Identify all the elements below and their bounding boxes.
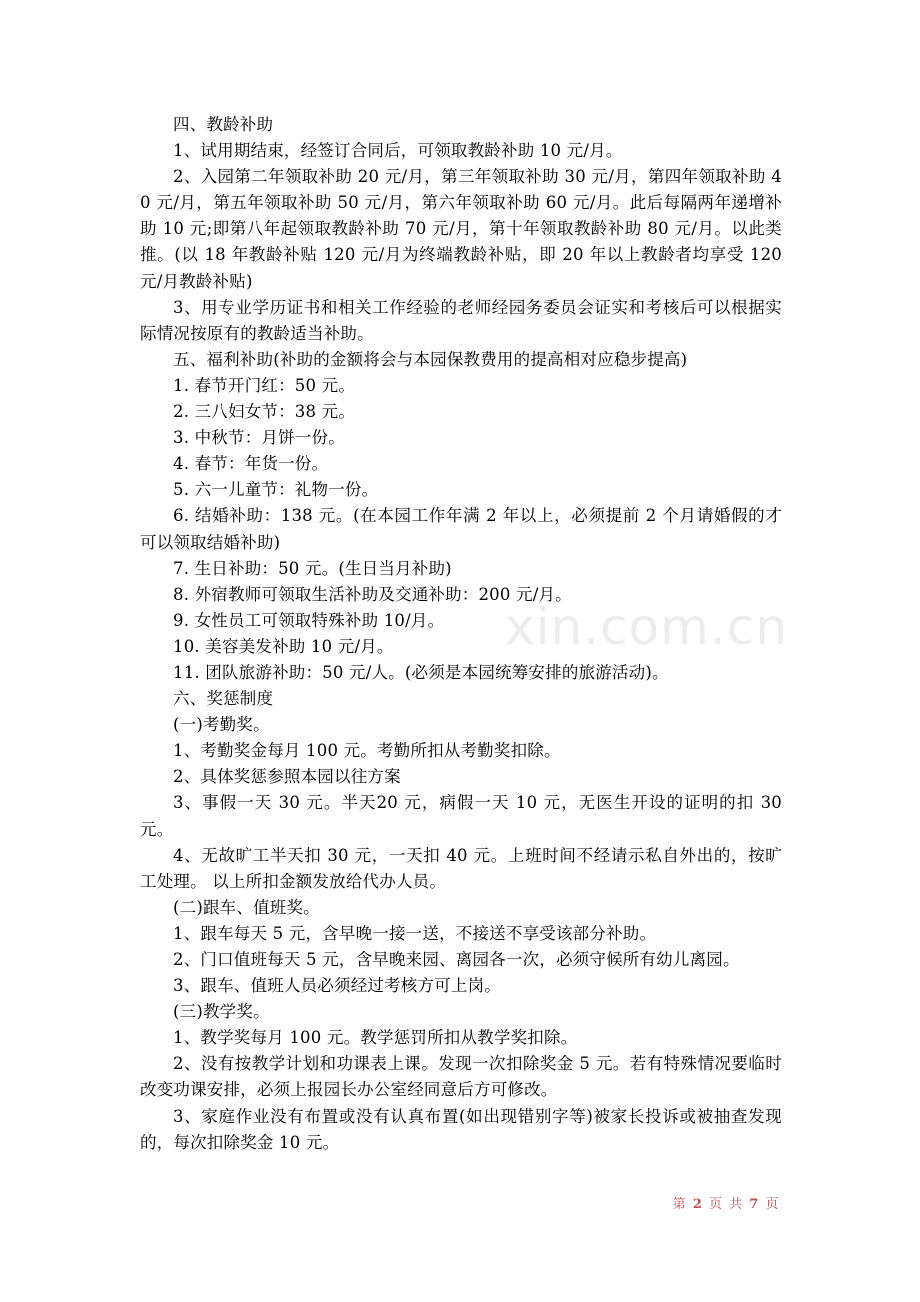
paragraph: 10. 美容美发补助 10 元/月。 <box>173 636 394 656</box>
paragraph: (三)教学奖。 <box>173 1002 270 1022</box>
paragraph: 四、教龄补助 <box>173 115 274 134</box>
paragraph: 六、奖惩制度 <box>173 689 274 709</box>
watermark: xin.com.cn <box>505 598 788 656</box>
paragraph: 2、入园第二年领取补助 20 元/月，第三年领取补助 30 元/月，第四年领取补助 40 元/月，第五年领取补助 50 元/月，第六年领取补助 60 元/月。此后每隔两年递增补助 10 元;即第八年起领取教龄补助 70 元/月，第十年领取教龄补助 80 元/月。以此类推。(以 18 年教龄补贴 120 元/月为终端教龄补贴，即 20 年以上教龄者均享受 120 元/月教龄补贴) <box>140 167 782 291</box>
footer-prefix: 第 <box>672 1197 688 1212</box>
footer-current-page: 2 <box>692 1197 704 1212</box>
paragraph: 11. 团队旅游补助：50 元/人。(必须是本园统筹安排的旅游活动)。 <box>173 662 669 682</box>
paragraph: (二)跟车、值班奖。 <box>173 897 320 917</box>
paragraph: 5. 六一儿童节：礼物一份。 <box>173 480 379 500</box>
paragraph: 8. 外宿教师可领取生活补助及交通补助：200 元/月。 <box>173 584 572 604</box>
paragraph: 4. 春节：年货一份。 <box>173 454 329 474</box>
paragraph: 7. 生日补助：50 元。(生日当月补助) <box>173 558 452 578</box>
paragraph: (一)考勤奖。 <box>173 715 270 735</box>
footer-total-pages: 7 <box>749 1197 760 1212</box>
paragraph: 3、用专业学历证书和相关工作经验的老师经园务委员会证实和考核后可以根据实际情况按原有的教龄适当补助。 <box>140 297 782 343</box>
paragraph: 2、具体奖惩参照本园以往方案 <box>173 767 401 787</box>
footer-suffix: 页 <box>765 1197 780 1212</box>
paragraph: 2、没有按教学计划和功课表上课。发现一次扣除奖金 5 元。若有特殊情况要临时改变功课安排，必须上报园长办公室经同意后方可修改。 <box>140 1054 782 1100</box>
page-footer <box>673 1193 780 1212</box>
paragraph: 1、跟车每天 5 元，含早晚一接一送，不接送不享受该部分补助。 <box>173 923 657 943</box>
paragraph: 3、事假一天 30 元。半天20 元，病假一天 10 元，无医生开设的证明的扣 30 元。 <box>140 793 782 839</box>
paragraph: 1、教学奖每月 100 元。教学惩罚所扣从教学奖扣除。 <box>173 1028 578 1048</box>
paragraph: 3、家庭作业没有布置或没有认真布置(如出现错别字等)被家长投诉或被抽查发现的，每次扣除奖金 10 元。 <box>140 1106 782 1152</box>
paragraph: 3、跟车、值班人员必须经过考核方可上岗。 <box>173 976 501 996</box>
paragraph: 2、门口值班每天 5 元，含早晚来园、离园各一次，必须守候所有幼儿离园。 <box>173 950 740 969</box>
paragraph: 9. 女性员工可领取特殊补助 10/月。 <box>173 610 445 630</box>
document-body <box>140 112 782 1156</box>
footer-middle: 页 共 <box>709 1197 744 1212</box>
paragraph: 2. 三八妇女节：38 元。 <box>173 402 356 422</box>
paragraph: 1、考勤奖金每月 100 元。考勤所扣从考勤奖扣除。 <box>173 741 561 761</box>
paragraph: 4、无故旷工半天扣 30 元，一天扣 40 元。上班时间不经请示私自外出的，按旷工处理。 以上所扣金额发放给代办人员。 <box>140 845 782 891</box>
paragraph: 1. 春节开门红：50 元。 <box>173 375 356 395</box>
paragraph: 3. 中秋节：月饼一份。 <box>173 428 345 448</box>
paragraph: 1、试用期结束，经签订合同后，可领取教龄补助 10 元/月。 <box>173 141 623 161</box>
paragraph: 五、福利补助(补助的金额将会与本园保教费用的提高相对应稳步提高) <box>173 349 688 369</box>
paragraph: 6. 结婚补助：138 元。(在本园工作年满 2 年以上，必须提前 2 个月请婚假的才可以领取结婚补助) <box>140 506 782 552</box>
